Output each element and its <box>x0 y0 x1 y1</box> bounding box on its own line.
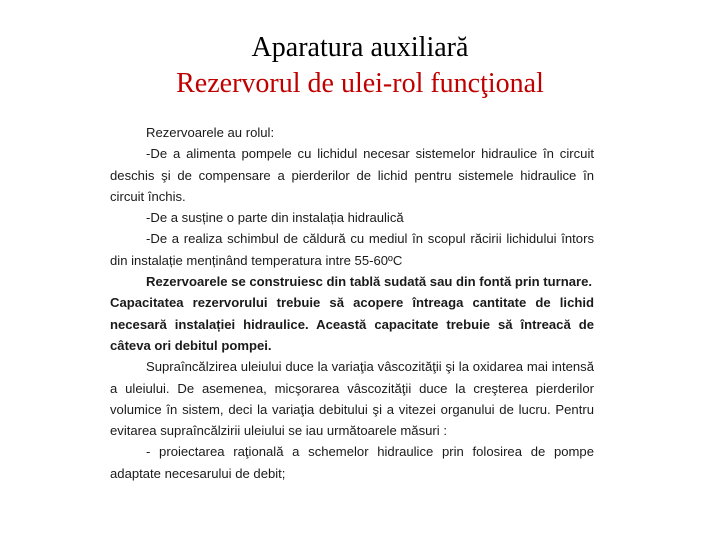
scanned-text-block <box>110 122 594 484</box>
paragraph-role-1: -De a alimenta pompele cu lichidul necesar sistemelor hidraulice în circuit deschis şi de compensare a pierderilor de lichid pentru sistemele hidraulice în circuit închis. <box>110 146 594 204</box>
paragraph-intro: Rezervoarele au rolul: <box>146 125 275 140</box>
paragraph-measure-1: - proiectarea raţională a schemelor hidraulice prin folosirea de pompe adaptate necesarului de debit; <box>110 444 594 481</box>
paragraph-role-3: -De a realiza schimbul de căldură cu mediul în scopul răcirii lichidului întors din instalație menținând temperatura intre 55-60ºC <box>110 231 594 268</box>
paragraph-overheating: Supraîncălzirea uleiului duce la variaţia vâscozităţii şi la oxidarea mai intensă a uleiului. De asemenea, micşorarea vâscozităţii duce la creşterea pierderilor volumice în sistem, deci la variaţia debitului şi a vitezei organului de lucru. Pentru evitarea supraîncălzirii uleiului se iau următoarele măsuri : <box>110 359 594 439</box>
slide-header <box>0 30 720 102</box>
paragraph-construction: Rezervoarele se construiesc din tablă sudată sau din fontă prin turnare. <box>146 274 593 290</box>
paragraph-capacity: Capacitatea rezervorului trebuie să acopere întreaga cantitate de lichid necesară instalației hidraulice. Această capacitate trebuie să întreacă de câteva ori debitul pompei. <box>110 295 594 353</box>
paragraph-role-2: -De a susține o parte din instalația hidraulică <box>146 210 404 226</box>
slide-subtitle: Rezervorul de ulei-rol funcţional <box>176 68 544 99</box>
slide-title: Aparatura auxiliară <box>251 32 469 63</box>
